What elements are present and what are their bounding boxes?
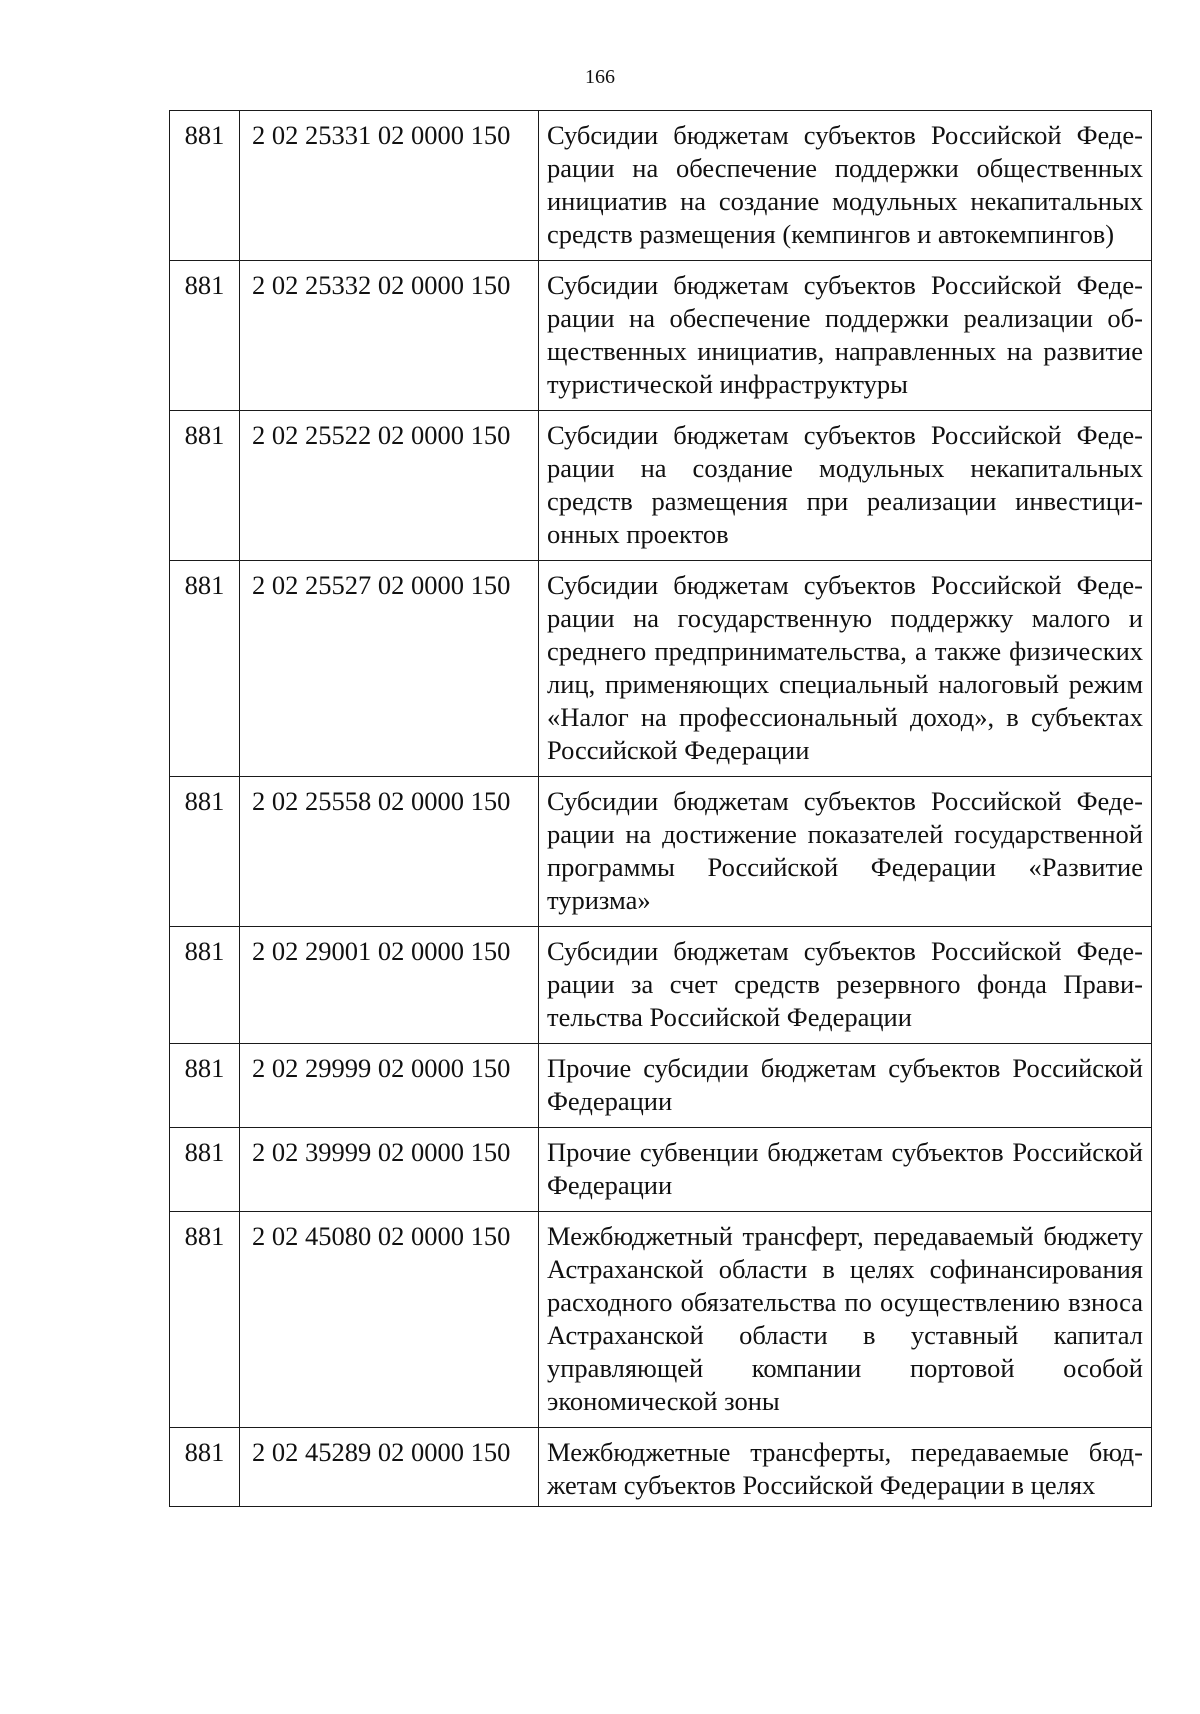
budget-code-cell: 2 02 29999 02 0000 150 [240, 1044, 539, 1128]
description-cell: Прочие субвенции бюджетам субъектов Российской Федерации [539, 1128, 1152, 1212]
description-cell: Субсидии бюджетам субъектов Российской Федерации на государственную поддержку малого и среднего предпринимательства, а также физических лиц, применяющих специальный налоговый режим «Налог на профессиональный доход», в субъектах Российской Федерации [539, 561, 1152, 777]
description-cell: Субсидии бюджетам субъектов Российской Федерации за счет средств резервного фонда Правительства Российской Федерации [539, 927, 1152, 1044]
admin-code-cell: 881 [170, 1212, 240, 1428]
table-row [170, 261, 1152, 411]
description-cell: Межбюджетный трансферт, передаваемый бюджету Астраханской области в целях софинансирования расходного обязательства по осуществлению взноса Астраханской области в уставный капитал управляющей компании портовой особой экономической зоны [539, 1212, 1152, 1428]
table-row [170, 777, 1152, 927]
budget-code-cell: 2 02 45080 02 0000 150 [240, 1212, 539, 1428]
admin-code-cell: 881 [170, 411, 240, 561]
admin-code-cell: 881 [170, 261, 240, 411]
admin-code-cell: 881 [170, 1428, 240, 1507]
budget-code-cell: 2 02 39999 02 0000 150 [240, 1128, 539, 1212]
table-row [170, 1428, 1152, 1507]
description-cell: Субсидии бюджетам субъектов Российской Федерации на достижение показателей государственной программы Российской Федерации «Развитие туризма» [539, 777, 1152, 927]
table-row [170, 411, 1152, 561]
budget-classification-table [169, 110, 1152, 1507]
budget-code-cell: 2 02 25558 02 0000 150 [240, 777, 539, 927]
description-cell: Субсидии бюджетам субъектов Российской Федерации на обеспечение поддержки реализации общественных инициатив, направленных на развитие туристической инфраструктуры [539, 261, 1152, 411]
table-row [170, 1128, 1152, 1212]
description-cell: Прочие субсидии бюджетам субъектов Российской Федерации [539, 1044, 1152, 1128]
admin-code-cell: 881 [170, 1128, 240, 1212]
table-row [170, 1212, 1152, 1428]
page-number: 166 [585, 66, 615, 88]
table-row [170, 561, 1152, 777]
table-row [170, 111, 1152, 261]
budget-code-cell: 2 02 29001 02 0000 150 [240, 927, 539, 1044]
description-cell: Межбюджетные трансферты, передаваемые бюджетам субъектов Российской Федерации в целях [539, 1428, 1152, 1507]
budget-code-cell: 2 02 25331 02 0000 150 [240, 111, 539, 261]
admin-code-cell: 881 [170, 111, 240, 261]
admin-code-cell: 881 [170, 561, 240, 777]
table-row [170, 1044, 1152, 1128]
admin-code-cell: 881 [170, 927, 240, 1044]
description-cell: Субсидии бюджетам субъектов Российской Федерации на обеспечение поддержки общественных инициатив на создание модульных некапитальных средств размещения (кемпингов и автокемпингов) [539, 111, 1152, 261]
description-cell: Субсидии бюджетам субъектов Российской Федерации на создание модульных некапитальных средств размещения при реализации инвестиционных проектов [539, 411, 1152, 561]
table-body [170, 111, 1152, 1507]
budget-code-cell: 2 02 45289 02 0000 150 [240, 1428, 539, 1507]
admin-code-cell: 881 [170, 777, 240, 927]
budget-code-cell: 2 02 25522 02 0000 150 [240, 411, 539, 561]
budget-code-cell: 2 02 25527 02 0000 150 [240, 561, 539, 777]
budget-code-cell: 2 02 25332 02 0000 150 [240, 261, 539, 411]
admin-code-cell: 881 [170, 1044, 240, 1128]
table-row [170, 927, 1152, 1044]
